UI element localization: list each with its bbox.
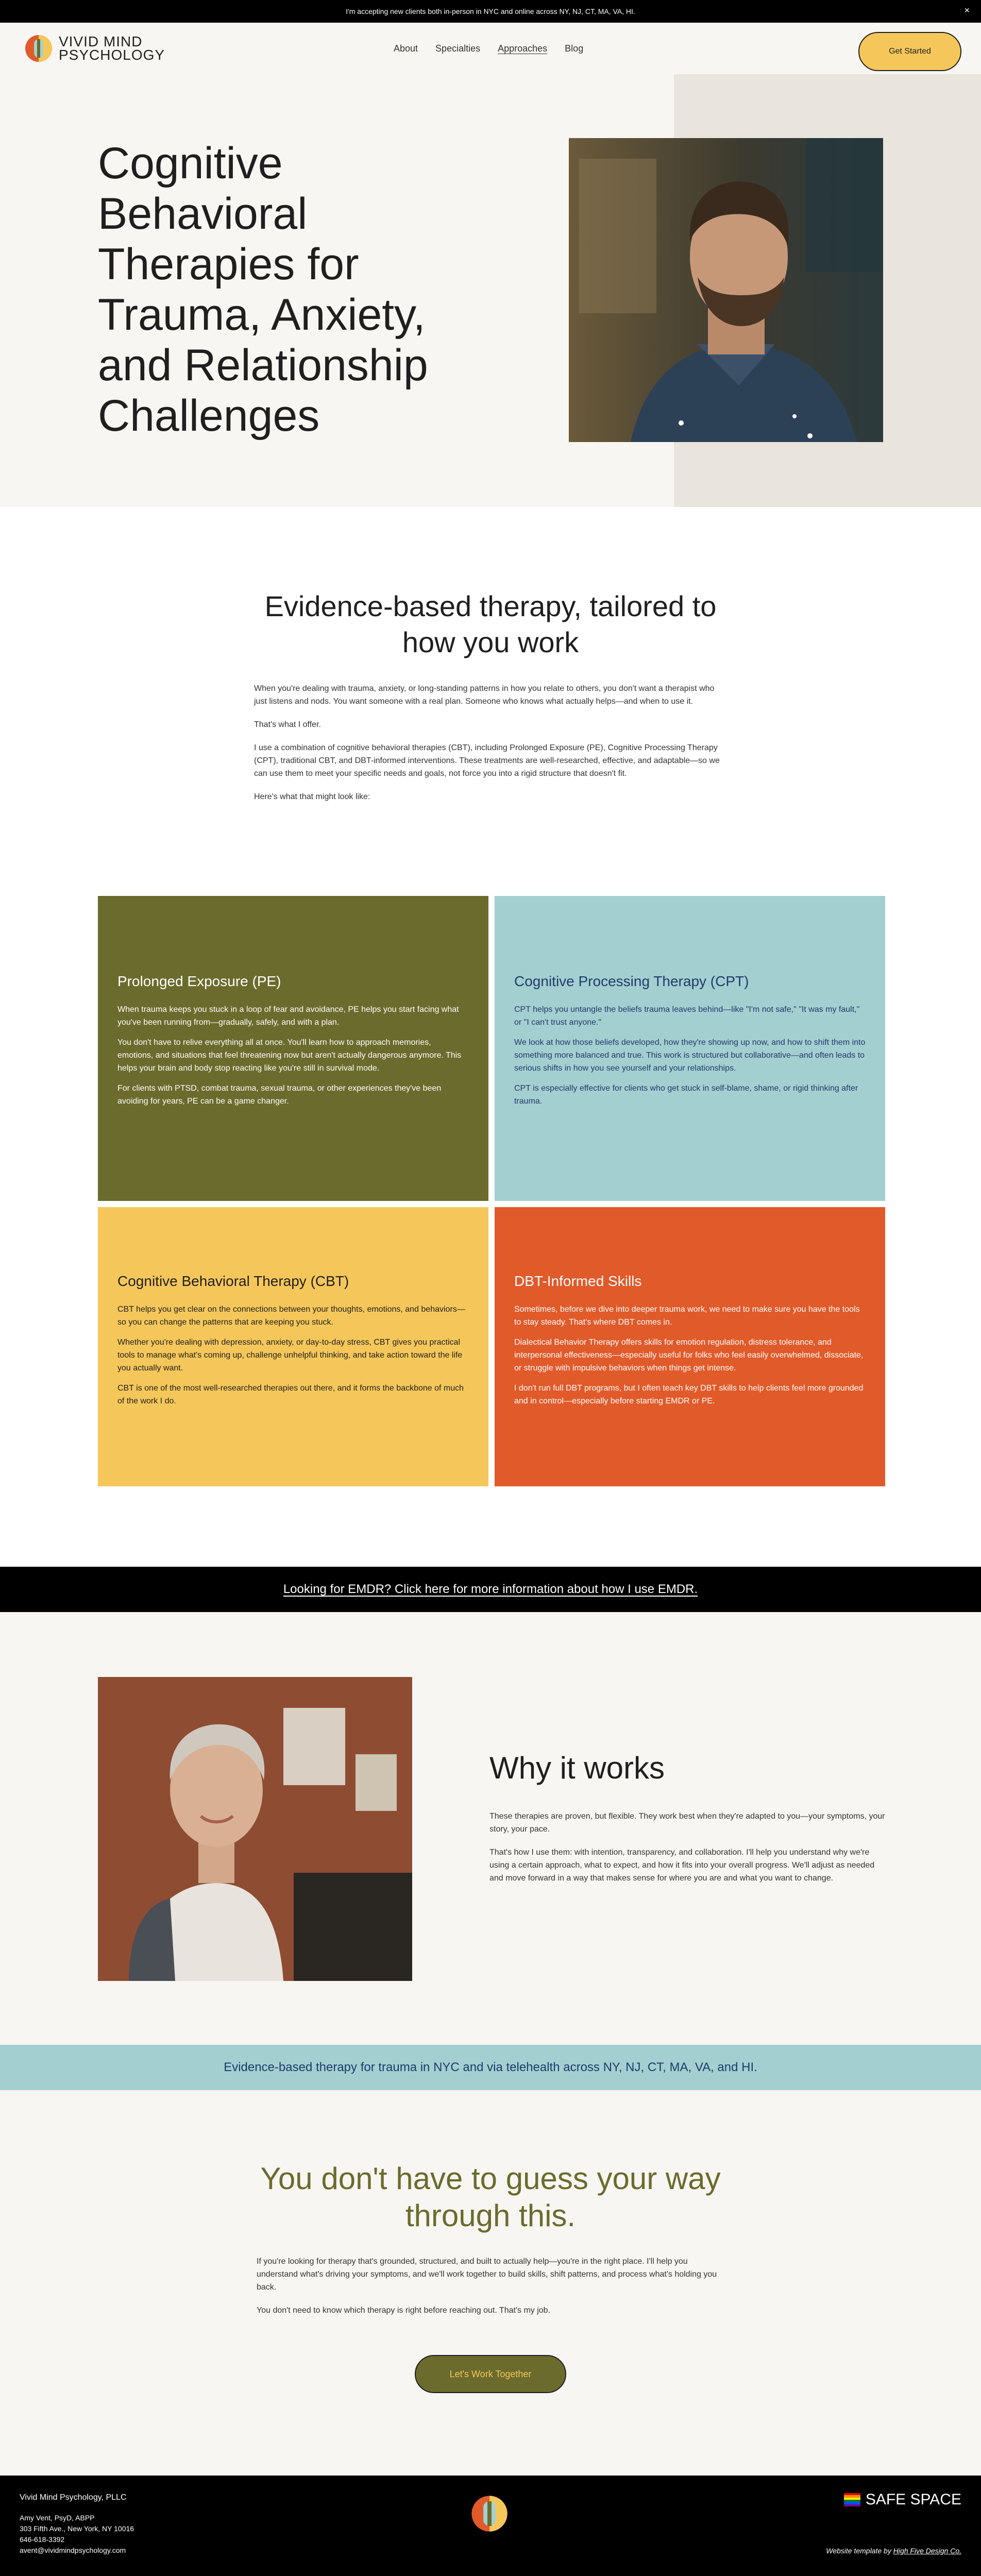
hero-section bbox=[0, 74, 981, 507]
location-text: Evidence-based therapy for trauma in NYC and via telehealth across NY, NJ, CT, MA, VA, and HI. bbox=[224, 2060, 757, 2074]
portrait-man-image bbox=[569, 138, 883, 442]
closing-body bbox=[257, 2255, 724, 2317]
card-paragraph: Sometimes, before we dive into deeper trauma work, we need to make sure you have the tools to stay steady. That's where DBT comes in. bbox=[514, 1305, 860, 1327]
card-paragraph: You don't have to relive everything all at once. You'll learn how to approach memories, emotions, and situations that feel threatening now but aren't actually dangerous anymore. This helps your brain and body stop reacting like you're still in survival mode. bbox=[117, 1038, 462, 1073]
portrait-woman-image bbox=[98, 1677, 412, 1981]
evidence-paragraph: Here's what that might look like: bbox=[254, 792, 370, 801]
card-paragraph: Whether you're dealing with depression, anxiety, or day-to-day stress, CBT gives you practical tools to manage what's coming up, challenge unhelpful thinking, and take action toward the life you actually want. bbox=[117, 1338, 463, 1372]
therapy-cards bbox=[0, 896, 981, 1567]
card-title: Cognitive Processing Therapy (CPT) bbox=[514, 973, 749, 989]
announcement-text: I'm accepting new clients both in-person in NYC and online across NY, NJ, CT, MA, VA, HI. bbox=[346, 7, 635, 15]
why-paragraph: That's how I use them: with intention, transparency, and collaboration. I'll help you understand why we're using a certain approach, what to expect, and how it fits into your overall progress. We'll adjust as needed and move forward in a way that makes sense for where you are and what you want to change. bbox=[489, 1848, 875, 1883]
footer-line: Amy Vent, PsyD, ABPP bbox=[20, 2514, 95, 2522]
card-title: Cognitive Behavioral Therapy (CBT) bbox=[117, 1273, 349, 1289]
site-header bbox=[0, 23, 981, 74]
close-icon[interactable]: × bbox=[964, 5, 970, 15]
emdr-banner bbox=[0, 1567, 981, 1612]
card-cognitive-processing bbox=[495, 896, 885, 1201]
safe-space-badge bbox=[844, 2491, 961, 2509]
card-title: Prolonged Exposure (PE) bbox=[117, 973, 281, 989]
closing-section bbox=[0, 2090, 981, 2476]
footer-address: 303 Fifth Ave., New York, NY 10016 bbox=[20, 2524, 134, 2533]
logo-icon bbox=[25, 35, 53, 62]
card-paragraph: Dialectical Behavior Therapy offers skills for emotion regulation, distress tolerance, and interpersonal effectiveness—especially useful for folks who feel easily overwhelmed, dissociate, or struggle with impulsive behaviors when things get intense. bbox=[514, 1338, 864, 1372]
evidence-paragraph: That's what I offer. bbox=[254, 720, 321, 729]
footer-contact bbox=[20, 2492, 134, 2556]
card-paragraph: When trauma keeps you stuck in a loop of fear and avoidance, PE helps you start facing what you've been running from—gradually, safely, and with a plan. bbox=[117, 1005, 459, 1027]
lets-work-together-button[interactable]: Let's Work Together bbox=[415, 2355, 566, 2393]
card-cognitive-behavioral bbox=[98, 1207, 488, 1486]
closing-paragraph: If you're looking for therapy that's grounded, structured, and built to actually help—you're in the right place. I'll help you understand what's driving your symptoms, and we'll work together to build skills, shift patterns, and process what's holding you back. bbox=[257, 2257, 717, 2292]
evidence-body bbox=[254, 682, 727, 803]
nav-blog[interactable]: Blog bbox=[565, 43, 584, 54]
card-dbt-skills bbox=[495, 1207, 885, 1486]
hero-photo bbox=[569, 138, 883, 442]
logo-line-2: PSYCHOLOGY bbox=[59, 47, 165, 63]
card-paragraph: For clients with PTSD, combat trauma, sexual trauma, or other experiences they've been avoiding for years, PE can be a game changer. bbox=[117, 1084, 442, 1106]
card-paragraph: CPT is especially effective for clients who get stuck in self-blame, shame, or rigid thinking after trauma. bbox=[514, 1084, 858, 1106]
credit-link[interactable]: High Five Design Co. bbox=[893, 2547, 961, 2555]
card-paragraph: I don't run full DBT programs, but I often teach key DBT skills to help clients feel more grounded and in control—especially before starting EMDR or PE. bbox=[514, 1384, 864, 1405]
evidence-paragraph: I use a combination of cognitive behavioral therapies (CBT), including Prolonged Exposure (PE), Cognitive Processing Therapy (CPT), traditional CBT, and DBT-informed interventions. These treatments are well-researched, effective, and adaptable—so we can use them to meet your specific needs and goals, not force you into a rigid structure that doesn't fit. bbox=[254, 743, 720, 778]
card-paragraph: We look at how those beliefs developed, how they're showing up now, and how to shift them into something more balanced and true. This work is structured but collaborative—and often leads to serious shifts in how you see yourself and your relationships. bbox=[514, 1038, 866, 1073]
get-started-button[interactable]: Get Started bbox=[858, 32, 961, 71]
credit-prefix: Website template by bbox=[826, 2547, 893, 2555]
logo-line-1: VIVID MIND bbox=[59, 33, 143, 49]
card-prolonged-exposure bbox=[98, 896, 488, 1201]
footer-logo-icon bbox=[471, 2495, 508, 2532]
card-paragraph: CBT is one of the most well-researched therapies out there, and it forms the backbone of much of the work I do. bbox=[117, 1384, 464, 1405]
main-nav bbox=[394, 23, 583, 74]
location-band bbox=[0, 2045, 981, 2090]
evidence-paragraph: When you're dealing with trauma, anxiety, or long-standing patterns in how you relate to others, you don't want a therapist who just listens and nods. You want someone with a real plan. Someone who knows what actually helps—and when to use it. bbox=[254, 684, 715, 706]
announcement-bar bbox=[0, 0, 981, 23]
closing-title: You don't have to guess your way through this. bbox=[260, 2161, 721, 2233]
nav-about[interactable]: About bbox=[394, 43, 418, 54]
evidence-title: Evidence-based therapy, tailored to how you work bbox=[264, 590, 717, 658]
why-photo bbox=[98, 1677, 412, 1981]
why-body bbox=[489, 1810, 886, 1895]
why-section bbox=[0, 1612, 981, 2045]
card-paragraph: CPT helps you untangle the beliefs trauma leaves behind—like "I'm not safe," "It was my fault," or "I can't trust anyone." bbox=[514, 1005, 860, 1027]
card-title: DBT-Informed Skills bbox=[514, 1273, 642, 1289]
pride-flag-icon bbox=[844, 2493, 860, 2506]
nav-specialties[interactable]: Specialties bbox=[435, 43, 481, 54]
card-paragraph: CBT helps you get clear on the connections between your thoughts, emotions, and behaviors—so you can change the patterns that are keeping you stuck. bbox=[117, 1305, 465, 1327]
page-title: Cognitive Behavioral Therapies for Trauma, Anxiety, and Relationship Challenges bbox=[98, 139, 428, 440]
nav-approaches[interactable]: Approaches bbox=[498, 43, 548, 54]
safe-space-text: SAFE SPACE bbox=[865, 2491, 961, 2508]
footer-email[interactable]: avent@vividmindpsychology.com bbox=[20, 2546, 126, 2554]
emdr-link[interactable]: Looking for EMDR? Click here for more information about how I use EMDR. bbox=[283, 1582, 698, 1596]
why-title: Why it works bbox=[489, 1751, 665, 1785]
template-credit bbox=[826, 2547, 961, 2555]
logo[interactable] bbox=[25, 35, 165, 62]
closing-paragraph: You don't need to know which therapy is right before reaching out. That's my job. bbox=[257, 2306, 551, 2315]
logo-text bbox=[59, 35, 165, 62]
footer-company: Vivid Mind Psychology, PLLC bbox=[20, 2493, 127, 2502]
why-paragraph: These therapies are proven, but flexible. They work best when they're adapted to you—your symptoms, your story, your pace. bbox=[489, 1812, 885, 1834]
evidence-section bbox=[0, 507, 981, 896]
site-footer bbox=[0, 2476, 981, 2576]
footer-phone[interactable]: 646-618-3392 bbox=[20, 2535, 65, 2544]
